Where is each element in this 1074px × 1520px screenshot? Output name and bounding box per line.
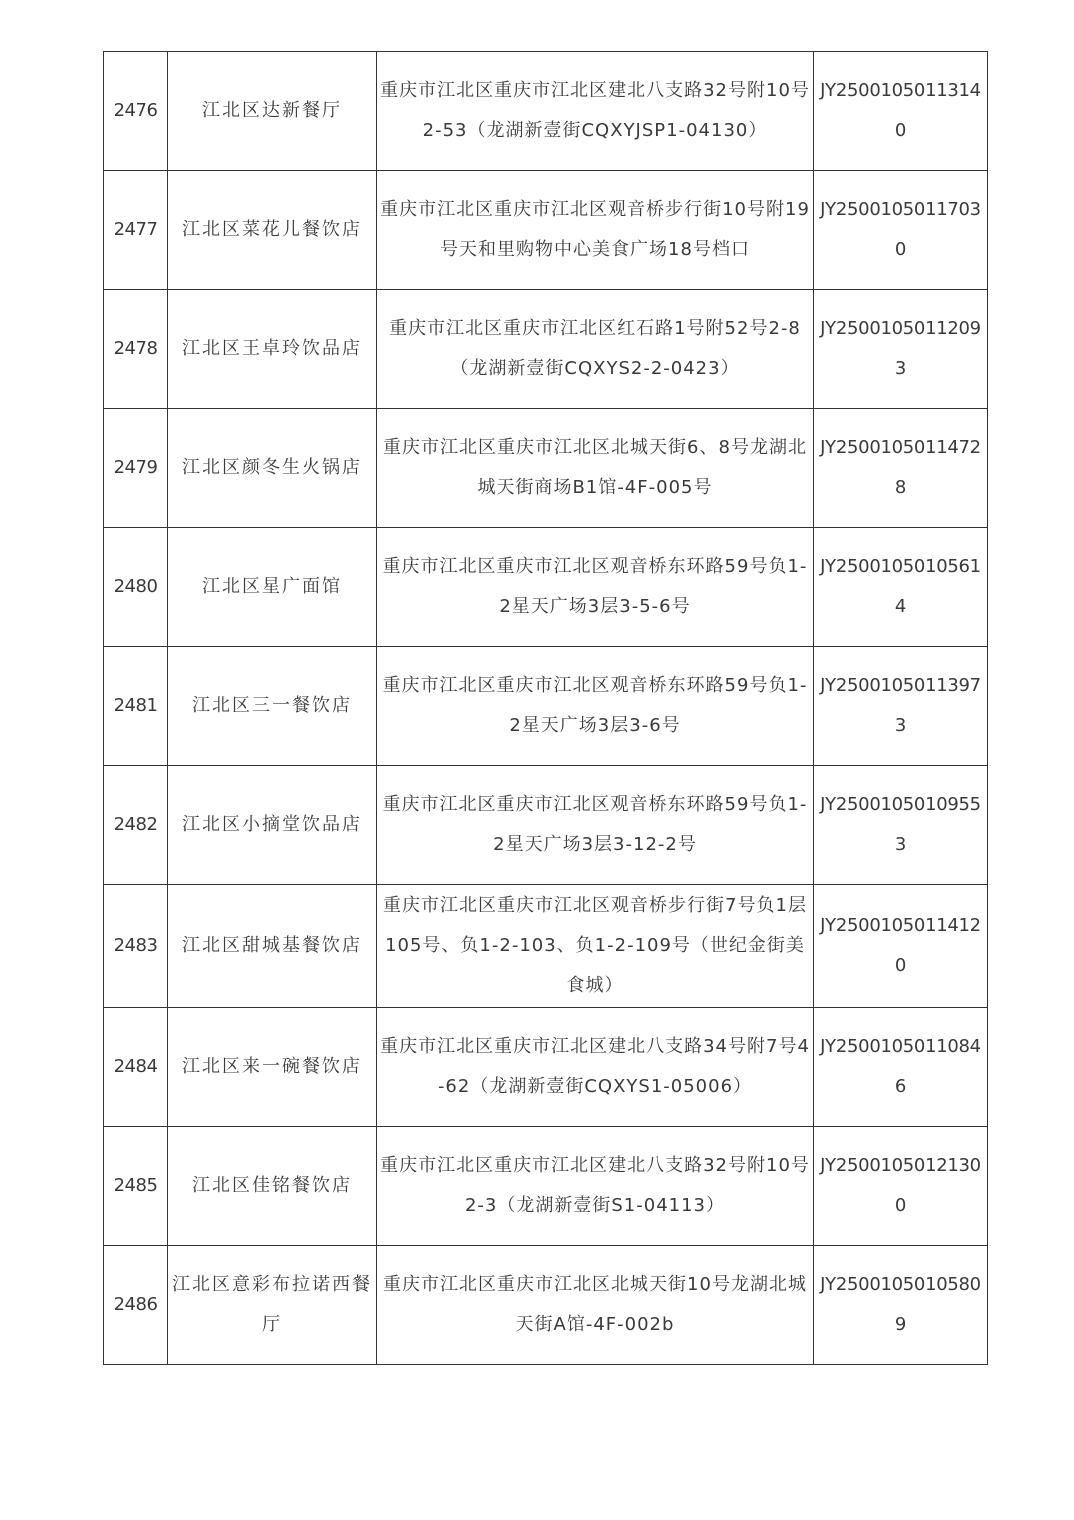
business-name: 江北区星广面馆 bbox=[168, 528, 377, 647]
row-number: 2486 bbox=[104, 1246, 168, 1365]
business-name: 江北区小摘堂饮品店 bbox=[168, 766, 377, 885]
license-table bbox=[103, 51, 988, 1365]
license-number: JY25001050113973 bbox=[814, 647, 988, 766]
license-number: JY25001050110846 bbox=[814, 1008, 988, 1127]
business-name: 江北区甜城基餐饮店 bbox=[168, 885, 377, 1008]
business-address: 重庆市江北区重庆市江北区建北八支路32号附10号2-3（龙湖新壹街S1-04113） bbox=[377, 1127, 814, 1246]
license-number: JY25001050105809 bbox=[814, 1246, 988, 1365]
row-number: 2482 bbox=[104, 766, 168, 885]
table-row bbox=[104, 528, 988, 647]
table-row bbox=[104, 766, 988, 885]
table-row bbox=[104, 409, 988, 528]
business-name: 江北区来一碗餐饮店 bbox=[168, 1008, 377, 1127]
business-name: 江北区佳铭餐饮店 bbox=[168, 1127, 377, 1246]
table-row bbox=[104, 885, 988, 1008]
business-name: 江北区三一餐饮店 bbox=[168, 647, 377, 766]
row-number: 2480 bbox=[104, 528, 168, 647]
table-row bbox=[104, 1246, 988, 1365]
business-address: 重庆市江北区重庆市江北区观音桥步行街10号附19号天和里购物中心美食广场18号档口 bbox=[377, 171, 814, 290]
table-row bbox=[104, 290, 988, 409]
business-address: 重庆市江北区重庆市江北区观音桥东环路59号负1-2星天广场3层3-5-6号 bbox=[377, 528, 814, 647]
license-number: JY25001050121300 bbox=[814, 1127, 988, 1246]
row-number: 2484 bbox=[104, 1008, 168, 1127]
table-row bbox=[104, 171, 988, 290]
table-row bbox=[104, 1127, 988, 1246]
row-number: 2479 bbox=[104, 409, 168, 528]
row-number: 2477 bbox=[104, 171, 168, 290]
business-address: 重庆市江北区重庆市江北区北城天街6、8号龙湖北城天街商场B1馆-4F-005号 bbox=[377, 409, 814, 528]
business-name: 江北区菜花儿餐饮店 bbox=[168, 171, 377, 290]
table-row bbox=[104, 1008, 988, 1127]
business-name: 江北区达新餐厅 bbox=[168, 52, 377, 171]
row-number: 2478 bbox=[104, 290, 168, 409]
row-number: 2476 bbox=[104, 52, 168, 171]
license-number: JY25001050114120 bbox=[814, 885, 988, 1008]
row-number: 2485 bbox=[104, 1127, 168, 1246]
business-name: 江北区颜冬生火锅店 bbox=[168, 409, 377, 528]
business-name: 江北区王卓玲饮品店 bbox=[168, 290, 377, 409]
table-row bbox=[104, 647, 988, 766]
license-number: JY25001050117030 bbox=[814, 171, 988, 290]
business-name: 江北区意彩布拉诺西餐厅 bbox=[168, 1246, 377, 1365]
row-number: 2483 bbox=[104, 885, 168, 1008]
business-address: 重庆市江北区重庆市江北区观音桥东环路59号负1-2星天广场3层3-12-2号 bbox=[377, 766, 814, 885]
license-number: JY25001050112093 bbox=[814, 290, 988, 409]
license-number: JY25001050109553 bbox=[814, 766, 988, 885]
business-address: 重庆市江北区重庆市江北区北城天街10号龙湖北城天街A馆-4F-002b bbox=[377, 1246, 814, 1365]
business-address: 重庆市江北区重庆市江北区观音桥东环路59号负1-2星天广场3层3-6号 bbox=[377, 647, 814, 766]
license-number: JY25001050113140 bbox=[814, 52, 988, 171]
license-table-page bbox=[103, 51, 987, 1365]
license-number: JY25001050105614 bbox=[814, 528, 988, 647]
business-address: 重庆市江北区重庆市江北区观音桥步行街7号负1层105号、负1-2-103、负1-2-109号（世纪金街美食城） bbox=[377, 885, 814, 1008]
license-number: JY25001050114728 bbox=[814, 409, 988, 528]
business-address: 重庆市江北区重庆市江北区红石路1号附52号2-8（龙湖新壹街CQXYS2-2-0423） bbox=[377, 290, 814, 409]
business-address: 重庆市江北区重庆市江北区建北八支路32号附10号2-53（龙湖新壹街CQXYJSP1-04130） bbox=[377, 52, 814, 171]
table-row bbox=[104, 52, 988, 171]
business-address: 重庆市江北区重庆市江北区建北八支路34号附7号4-62（龙湖新壹街CQXYS1-05006） bbox=[377, 1008, 814, 1127]
row-number: 2481 bbox=[104, 647, 168, 766]
